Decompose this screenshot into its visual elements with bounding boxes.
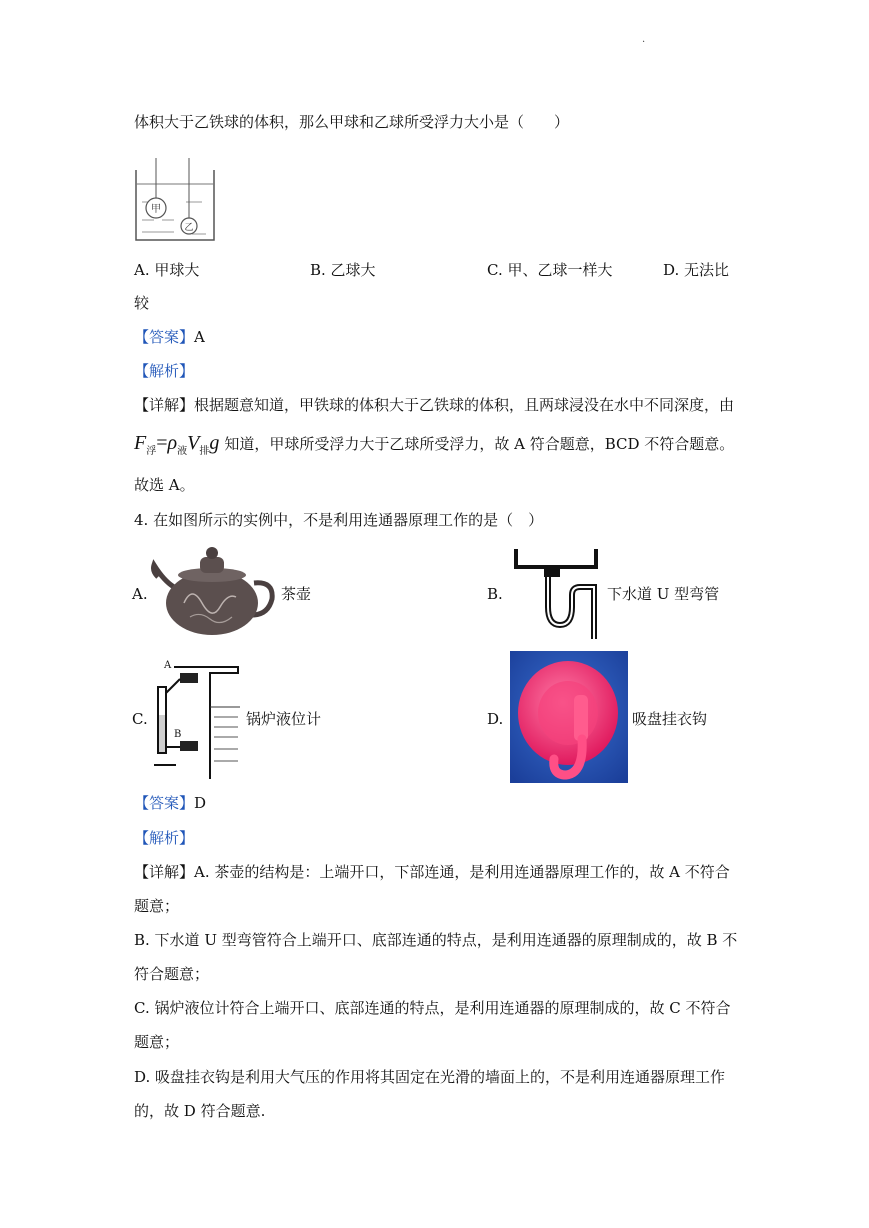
q3-container-figure [134,158,216,242]
answer-tag: 【答案】 [134,794,195,812]
q3-option-d-wrap: 较 [134,294,150,312]
q4-option-a-label: 茶壶 [281,585,312,603]
teapot-image [150,543,278,639]
detail-tag: 【详解】 [134,863,195,881]
q3-detail-2 [134,430,734,465]
q3-option-d: D. 无法比 [663,261,730,279]
q3-option-a: A. 甲球大 [134,261,200,279]
detail-text: 知道，甲球所受浮力大于乙球所受浮力，故 A 符合题意，BCD 不符合题意。 [224,435,735,453]
detail-tag: 【详解】 [134,396,195,414]
q4-stem: 4. 在如图所示的实例中，不是利用连通器原理工作的是（ ） [134,511,544,529]
detail-text: 根据题意知道，甲铁球的体积大于乙铁球的体积，且两球浸没在水中不同深度，由 [194,396,735,414]
gauge-mark-b: B [174,729,182,740]
q4-option-d-letter: D. [487,710,504,728]
q4-option-a-letter: A. [132,585,148,603]
q3-detail-1 [134,394,734,416]
q4-option-d-label: 吸盘挂衣钩 [632,710,708,728]
buoyancy-formula: $F_浮=\rho_液V_排g$ [134,432,220,457]
q3-option-c: C. 甲、乙球一样大 [487,261,613,279]
q4-answer [134,792,206,814]
q4-option-b-letter: B. [487,585,503,603]
gauge-mark-a: A [164,660,172,671]
detail-text: A. 茶壶的结构是：上端开口，下部连通，是利用连通器原理工作的，故 A 不符合 [194,863,730,881]
answer-tag: 【答案】 [134,328,195,346]
q3-option-b: B. 乙球大 [310,261,376,279]
ball-a-label: 甲 [151,204,161,215]
q3-answer [134,326,205,348]
q4-detail-line-1: 题意； [134,897,180,915]
q4-option-b-label: 下水道 U 型弯管 [607,585,720,603]
ball-b-label: 乙 [184,223,194,233]
q4-detail-line-6: D. 吸盘挂衣钩是利用大气压的作用将其固定在光滑的墙面上的，不是利用连通器原理工作 [134,1068,726,1086]
header-dot: . [642,34,646,45]
q4-analysis-tag: 【解析】 [134,829,195,847]
q4-option-c-letter: C. [132,710,148,728]
q3-analysis-tag: 【解析】 [134,362,195,380]
suction-hook-image [510,651,628,783]
q4-detail-line-7: 的，故 D 符合题意. [134,1102,266,1120]
answer-value: A [194,328,205,346]
q3-stem-line: 体积大于乙铁球的体积，那么甲球和乙球所受浮力大小是（ ） [134,113,570,131]
q4-detail-line-3: 符合题意； [134,965,210,983]
boiler-gauge-image [150,657,240,779]
q4-detail-line-2: B. 下水道 U 型弯管符合上端开口、底部连通的特点，是利用连通器的原理制成的，故 B 不 [134,931,738,949]
u-bend-pipe-image [510,545,602,641]
q4-detail-line-5: 题意； [134,1033,180,1051]
q4-option-c-label: 锅炉液位计 [246,710,322,728]
answer-value: D [194,794,207,812]
q3-conclusion: 故选 A。 [134,476,195,494]
q4-detail-line-0 [134,861,730,883]
q4-detail-line-4: C. 锅炉液位计符合上端开口、底部连通的特点，是利用连通器的原理制成的，故 C 不符合 [134,999,731,1017]
